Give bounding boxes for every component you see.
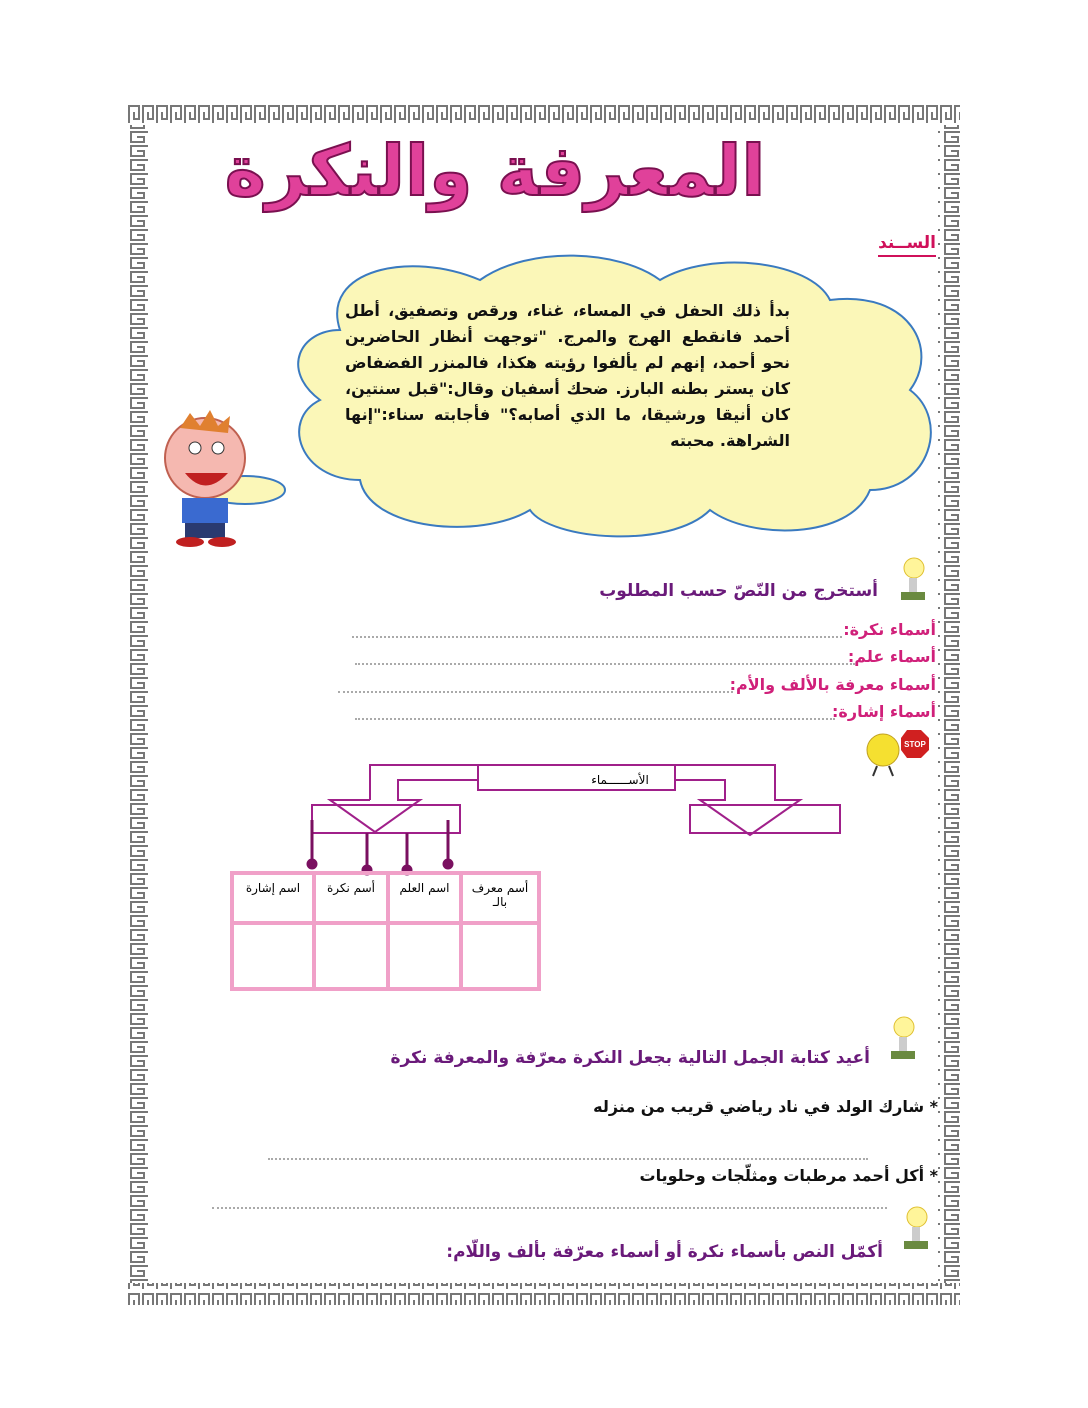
table-header-cell: اسم العلم [386, 871, 463, 925]
diagram-root-label: الأســــــماء [591, 773, 649, 787]
answer-line[interactable] [338, 691, 733, 693]
source-passage: بدأ ذلك الحفل في المساء، غناء، ورقص وتصفيق، أطل أحمد فانقطع الهرج والمرج. "توجهت أنظار الحاضرين نحو أحمد، إنهم لم يألفوا رؤيته هكذا، فالمنزر الفضفاض كان يستر بطنه البارز. ضحك أسفيان وقال:"قبل سنتين، كان أنيقا ورشيقا، ما الذي أصابه؟" فأجابته سناء:"إنها الشراهة. محبته [345, 301, 790, 450]
source-label: الســند [878, 233, 936, 257]
answer-line[interactable] [268, 1158, 868, 1160]
exercise1-item: أسماء علم: [847, 647, 936, 666]
table-answer-cell[interactable] [459, 921, 541, 991]
answer-line[interactable] [352, 636, 842, 638]
lightbulb-icon [887, 1015, 917, 1063]
answer-line[interactable] [355, 718, 835, 720]
table-answer-cell[interactable] [312, 921, 390, 991]
table-header-cell: أسم نكرة [312, 871, 390, 925]
stop-character-icon [855, 728, 937, 778]
cartoon-boy-illustration [160, 408, 250, 548]
exercise2-sentence: * أكل أحمد مرطبات ومثلّجات وحلويات [639, 1166, 938, 1185]
exercise1-heading: أستخرج من النّصّ حسب المطلوب [599, 581, 878, 601]
table-answer-cell[interactable] [386, 921, 463, 991]
exercise2-heading: أعيد كتابة الجمل التالية بجعل النكرة معرّفة والمعرفة نكرة [390, 1048, 870, 1068]
lightbulb-icon [900, 1205, 930, 1253]
table-header-cell: أسم معرف بالـ [459, 871, 541, 925]
stop-sign-text: STOP [904, 740, 926, 749]
exercise2-sentence: * شارك الولد في ناد رياضي قريب من منزله [593, 1097, 938, 1116]
exercise1-item: أسماء نكرة: [843, 620, 936, 639]
exercise1-item: أسماء إشارة: [832, 702, 936, 721]
answer-line[interactable] [355, 663, 855, 665]
exercise3-heading: أكمّل النص بأسماء نكرة أو أسماء معرّفة بألف واللّام: [446, 1242, 883, 1262]
lightbulb-icon [897, 556, 927, 604]
exercise1-item: أسماء معرفة بالألف والأم: [729, 675, 936, 694]
page-title: المعرفة والنكرة [224, 130, 766, 212]
table-header-cell: اسم إشارة [230, 871, 316, 925]
answer-line[interactable] [212, 1207, 887, 1209]
table-answer-cell[interactable] [230, 921, 316, 991]
